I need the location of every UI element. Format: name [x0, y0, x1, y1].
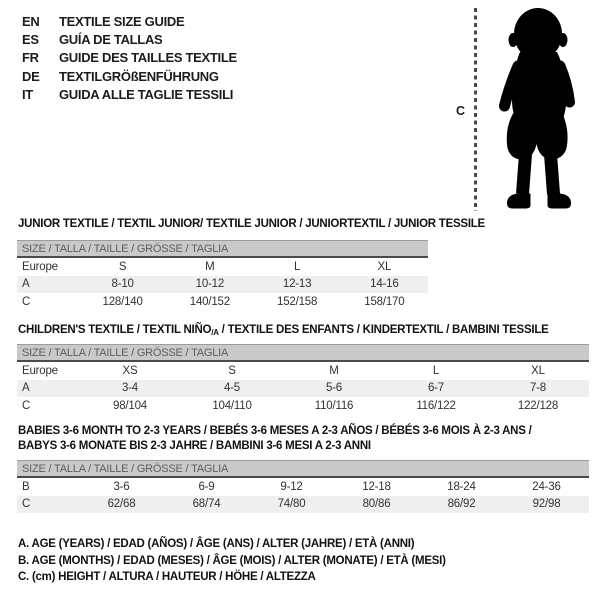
row-label: A	[22, 278, 30, 291]
table-cell: M	[205, 260, 215, 273]
row-label: Europe	[22, 260, 58, 273]
toddler-silhouette-icon	[486, 6, 592, 214]
table-cell: XL	[377, 260, 392, 273]
table-row	[17, 257, 428, 276]
title-subscript: /A	[211, 328, 219, 337]
size-header-bar: SIZE / TALLA / TAILLE / GRÖSSE / TAGLIA	[17, 345, 589, 362]
table-cell: L	[432, 364, 440, 377]
measure-label-c: C	[456, 104, 466, 118]
table-cell: 62/68	[107, 498, 136, 511]
title-line-2: BABYS 3-6 MONATE BIS 2-3 JAHRE / BAMBINI 3-6 MESI A 2-3 ANNI	[18, 440, 371, 452]
table-cell: 158/170	[364, 295, 405, 308]
title-line-1: BABIES 3-6 MONTH TO 2-3 YEARS / BEBÉS 3-6 MESES A 2-3 AÑOS / BÉBÉS 3-6 MOIS À 2-3 ANS /	[18, 425, 532, 437]
table-cell: 80/86	[362, 498, 391, 511]
height-measure-dashed-line	[474, 8, 477, 211]
table-cell: 10-12	[195, 278, 225, 291]
language-code: FR	[22, 50, 39, 66]
language-code: DE	[22, 68, 40, 84]
table-cell: 3-6	[113, 480, 130, 493]
guide-title-de: TEXTILGRÖßENFÜHRUNG	[59, 68, 219, 84]
table-cell: 92/98	[532, 498, 561, 511]
table-cell: 18-24	[447, 480, 476, 493]
table-cell: 68/74	[192, 498, 221, 511]
row-label: C	[22, 295, 31, 308]
table-cell: 6-7	[427, 382, 445, 395]
guide-title-en: TEXTILE SIZE GUIDE	[59, 14, 185, 29]
table-cell: 110/116	[314, 399, 354, 412]
row-label: C	[22, 498, 31, 511]
list-item	[22, 86, 237, 104]
table-cell: S	[118, 260, 127, 273]
table-cell: 5-6	[325, 382, 343, 395]
table-cell: 104/110	[212, 399, 252, 412]
table-cell: 4-5	[223, 382, 241, 395]
guide-title-fr: GUIDE DES TAILLES TEXTILE	[59, 50, 237, 66]
guide-title-it: GUIDA ALLE TAGLIE TESSILI	[59, 86, 234, 102]
table-cell: 6-9	[198, 480, 215, 493]
table-cell: 116/122	[416, 399, 456, 412]
table-cell: 140/152	[189, 295, 230, 308]
table-row	[17, 293, 428, 311]
table-cell: 9-12	[280, 480, 303, 493]
footnote-b: B. AGE (MONTHS) / EDAD (MESES) / ÂGE (MOIS) / ALTER (MONATE) / ETÀ (MESI)	[18, 554, 446, 567]
title-text: / TEXTILE DES ENFANTS / KINDERTEXTIL / BAMBINI TESSILE	[218, 324, 549, 336]
title-text: CHILDREN'S TEXTILE / TEXTIL NIÑO	[18, 324, 212, 336]
footnotes	[18, 536, 446, 586]
table-cell: 7-8	[529, 382, 547, 395]
list-item	[22, 68, 237, 86]
table-cell: 8-10	[111, 278, 134, 291]
babies-size-table	[17, 460, 589, 513]
table-row	[17, 397, 589, 415]
table-cell: 24-36	[532, 480, 561, 493]
section-title-junior: JUNIOR TEXTILE / TEXTIL JUNIOR/ TEXTILE JUNIOR / JUNIORTEXTIL / JUNIOR TESSILE	[18, 218, 485, 230]
table-cell: 74/80	[277, 498, 306, 511]
size-header-bar: SIZE / TALLA / TAILLE / GRÖSSE / TAGLIA	[17, 461, 589, 478]
table-row	[17, 380, 589, 398]
footnote-c: C. (cm) HEIGHT / ALTURA / HAUTEUR / HÖHE / ALTEZZA	[18, 571, 316, 583]
table-cell: XL	[531, 364, 545, 377]
list-item	[22, 49, 237, 67]
row-label: Europe	[22, 364, 58, 377]
section-title-babies	[18, 424, 532, 454]
table-cell: 3-4	[121, 382, 139, 395]
guide-title-es: GUÍA DE TALLAS	[59, 32, 163, 48]
language-guide-list	[22, 13, 237, 104]
list-item	[22, 31, 237, 49]
junior-size-table	[17, 240, 428, 311]
section-title-children	[18, 323, 549, 340]
table-cell: S	[228, 364, 236, 377]
row-label: B	[22, 480, 30, 493]
table-cell: 14-16	[370, 278, 399, 291]
table-cell: 122/128	[517, 399, 559, 412]
table-row	[17, 361, 589, 380]
size-header-bar: SIZE / TALLA / TAILLE / GRÖSSE / TAGLIA	[17, 241, 428, 258]
table-cell: 12-13	[282, 278, 312, 291]
table-cell: 12-18	[362, 480, 391, 493]
children-size-table	[17, 344, 589, 415]
row-label: A	[22, 382, 30, 395]
row-label: C	[22, 399, 31, 412]
table-cell: XS	[122, 364, 138, 377]
table-cell: 98/104	[113, 399, 147, 412]
table-row	[17, 496, 589, 514]
table-cell: L	[294, 260, 301, 273]
footnote-a: A. AGE (YEARS) / EDAD (AÑOS) / ÂGE (ANS) / ALTER (JAHRE) / ETÀ (ANNI)	[18, 538, 415, 550]
table-cell: 128/140	[102, 295, 143, 308]
table-row	[17, 477, 589, 496]
language-code: IT	[22, 86, 33, 102]
list-item	[22, 13, 237, 31]
language-code: EN	[22, 14, 40, 29]
table-cell: 86/92	[447, 498, 476, 511]
table-row	[17, 276, 428, 294]
language-code: ES	[22, 32, 39, 48]
table-cell: M	[329, 364, 339, 377]
table-cell: 152/158	[277, 295, 318, 308]
